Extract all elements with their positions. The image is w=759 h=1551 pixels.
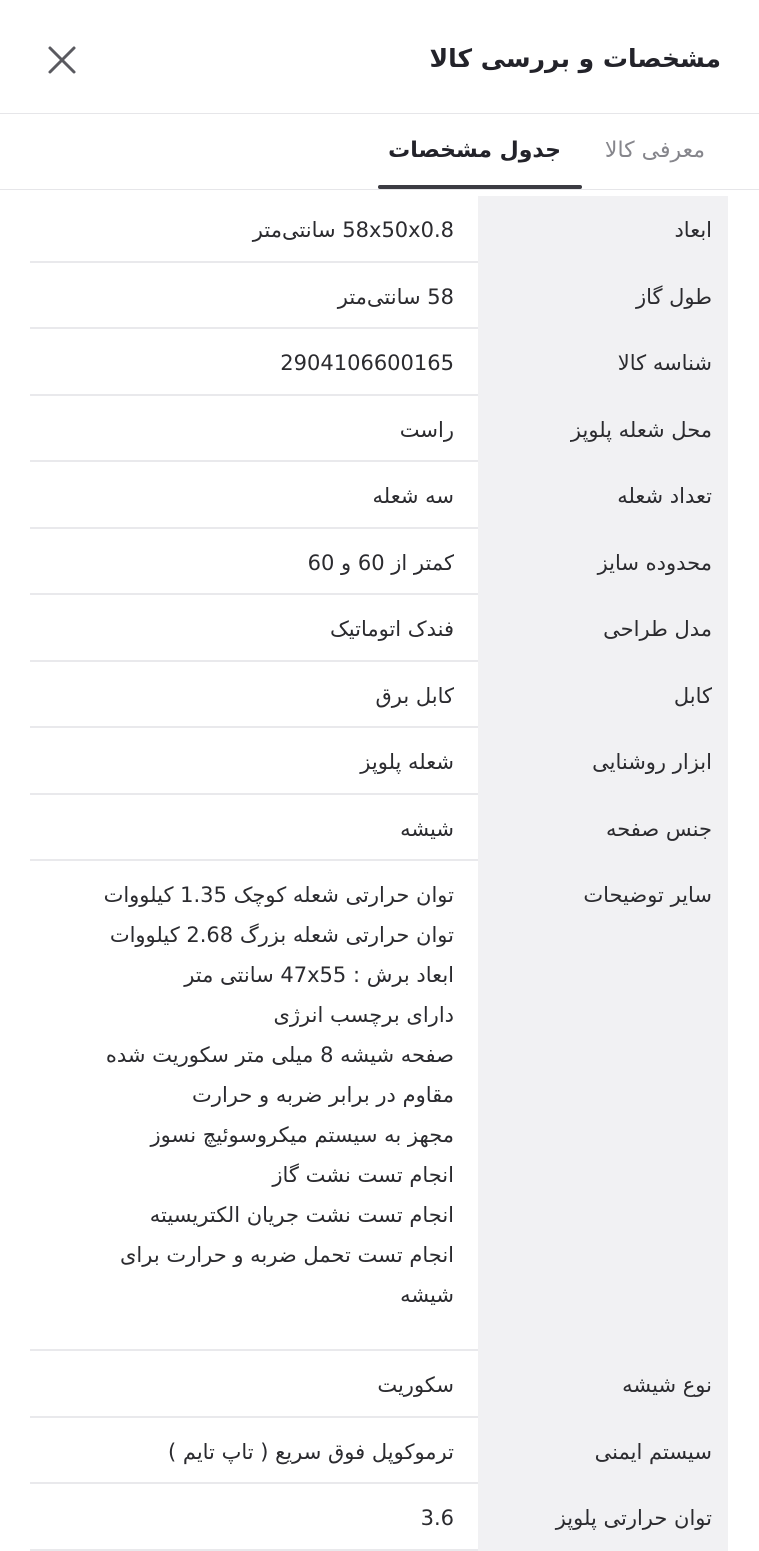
spec-value-line: انجام تست تحمل ضربه و حرارت برای bbox=[119, 1243, 454, 1267]
spec-value-line: شیشه bbox=[400, 1283, 454, 1307]
spec-key-cell bbox=[478, 861, 728, 1351]
spec-key-cell bbox=[478, 462, 728, 529]
spec-key-cell bbox=[478, 728, 728, 795]
spec-key-cell bbox=[478, 329, 728, 396]
spec-key-label: محل شعله پلوپز bbox=[570, 417, 712, 442]
spec-value bbox=[30, 210, 454, 250]
spec-value bbox=[30, 1432, 454, 1472]
spec-row bbox=[30, 529, 728, 596]
spec-value-line: دارای برچسب انرژی bbox=[273, 1003, 454, 1027]
spec-table bbox=[30, 196, 728, 1551]
spec-row bbox=[30, 462, 728, 529]
spec-key-label: مدل طراحی bbox=[603, 617, 712, 641]
tab-product-intro[interactable]: معرفی کالا bbox=[604, 138, 705, 163]
close-icon bbox=[44, 42, 80, 78]
row-divider bbox=[30, 1549, 478, 1551]
spec-key-cell bbox=[478, 1351, 728, 1418]
spec-key-cell bbox=[478, 196, 728, 263]
spec-value-line: شعله پلوپز bbox=[360, 750, 454, 774]
spec-key-cell bbox=[478, 595, 728, 662]
spec-value-line: صفحه شیشه 8 میلی متر سکوریت شده bbox=[105, 1043, 454, 1067]
spec-value-line: 58 سانتی‌متر bbox=[337, 284, 454, 309]
spec-value-line: 2904106600165 bbox=[280, 351, 454, 375]
spec-row bbox=[30, 595, 728, 662]
active-tab-indicator bbox=[378, 185, 582, 189]
spec-key-cell bbox=[478, 795, 728, 862]
spec-value bbox=[30, 343, 454, 383]
spec-key-label: توان حرارتی پلوپز bbox=[555, 1506, 712, 1530]
spec-key-cell bbox=[478, 1484, 728, 1551]
spec-key-label: ابعاد bbox=[674, 218, 712, 242]
spec-value bbox=[30, 543, 454, 583]
spec-value bbox=[30, 277, 454, 317]
spec-value-line: راست bbox=[399, 417, 454, 442]
close-button[interactable] bbox=[44, 42, 80, 78]
spec-value-line: کمتر از 60 و 60 bbox=[307, 550, 454, 575]
spec-key-label: ابزار روشنایی bbox=[592, 750, 712, 774]
spec-row bbox=[30, 1418, 728, 1485]
spec-row bbox=[30, 795, 728, 862]
spec-value-line: فندک اتوماتیک bbox=[329, 617, 454, 641]
spec-key-label: شناسه کالا bbox=[617, 351, 712, 375]
spec-key-label: طول گاز bbox=[635, 284, 712, 309]
spec-value bbox=[30, 742, 454, 782]
spec-row bbox=[30, 196, 728, 263]
spec-key-label: جنس صفحه bbox=[605, 816, 712, 841]
spec-key-label: سایر توضیحات bbox=[583, 883, 712, 907]
spec-key-label: سیستم ایمنی bbox=[594, 1439, 712, 1464]
spec-value bbox=[30, 676, 454, 716]
spec-value bbox=[30, 875, 454, 1315]
spec-key-cell bbox=[478, 1418, 728, 1485]
spec-value-line: سکوریت bbox=[377, 1373, 454, 1397]
spec-value bbox=[30, 410, 454, 450]
spec-value bbox=[30, 1365, 454, 1405]
spec-value-line: توان حرارتی شعله کوچک 1.35 کیلووات bbox=[103, 883, 454, 907]
spec-key-cell bbox=[478, 662, 728, 729]
spec-value bbox=[30, 609, 454, 649]
tab-bar bbox=[0, 114, 759, 190]
spec-row bbox=[30, 263, 728, 330]
spec-value-line: 58x50x0.8 سانتی‌متر bbox=[252, 218, 454, 242]
spec-value-line: مقاوم در برابر ضربه و حرارت bbox=[192, 1083, 454, 1107]
spec-key-label: محدوده سایز bbox=[597, 550, 712, 575]
spec-key-label: تعداد شعله bbox=[617, 484, 712, 508]
spec-value-line: شیشه bbox=[400, 816, 454, 841]
spec-row bbox=[30, 1484, 728, 1551]
spec-value-line: توان حرارتی شعله بزرگ 2.68 کیلووات bbox=[109, 923, 454, 947]
spec-key-cell bbox=[478, 263, 728, 330]
spec-key-cell bbox=[478, 529, 728, 596]
tab-specifications[interactable]: جدول مشخصات bbox=[388, 138, 561, 163]
spec-row bbox=[30, 396, 728, 463]
spec-key-label: کابل bbox=[673, 683, 712, 708]
spec-value bbox=[30, 1498, 454, 1538]
spec-row bbox=[30, 728, 728, 795]
spec-value-line: ابعاد برش : 47x55 سانتی متر bbox=[184, 963, 454, 987]
spec-row bbox=[30, 861, 728, 1351]
spec-key-label: نوع شیشه bbox=[622, 1373, 712, 1397]
spec-value-line: انجام تست نشت گاز bbox=[272, 1163, 454, 1187]
spec-value-line: انجام تست نشت جریان الکتریسیته bbox=[149, 1203, 454, 1227]
spec-key-cell bbox=[478, 396, 728, 463]
modal-header bbox=[0, 0, 759, 114]
spec-row bbox=[30, 329, 728, 396]
spec-value-line: مجهز به سیستم میکروسوئیچ نسوز bbox=[150, 1123, 454, 1147]
spec-value-line: کابل برق bbox=[375, 683, 454, 708]
spec-value-line: ترموکوپل فوق سریع ( تاپ تایم ) bbox=[167, 1439, 454, 1464]
spec-value-line: 3.6 bbox=[420, 1506, 454, 1530]
spec-row bbox=[30, 1351, 728, 1418]
spec-value bbox=[30, 809, 454, 849]
spec-value-line: سه شعله bbox=[372, 484, 454, 508]
spec-value bbox=[30, 476, 454, 516]
spec-row bbox=[30, 662, 728, 729]
page-title: مشخصات و بررسی کالا bbox=[429, 44, 721, 73]
